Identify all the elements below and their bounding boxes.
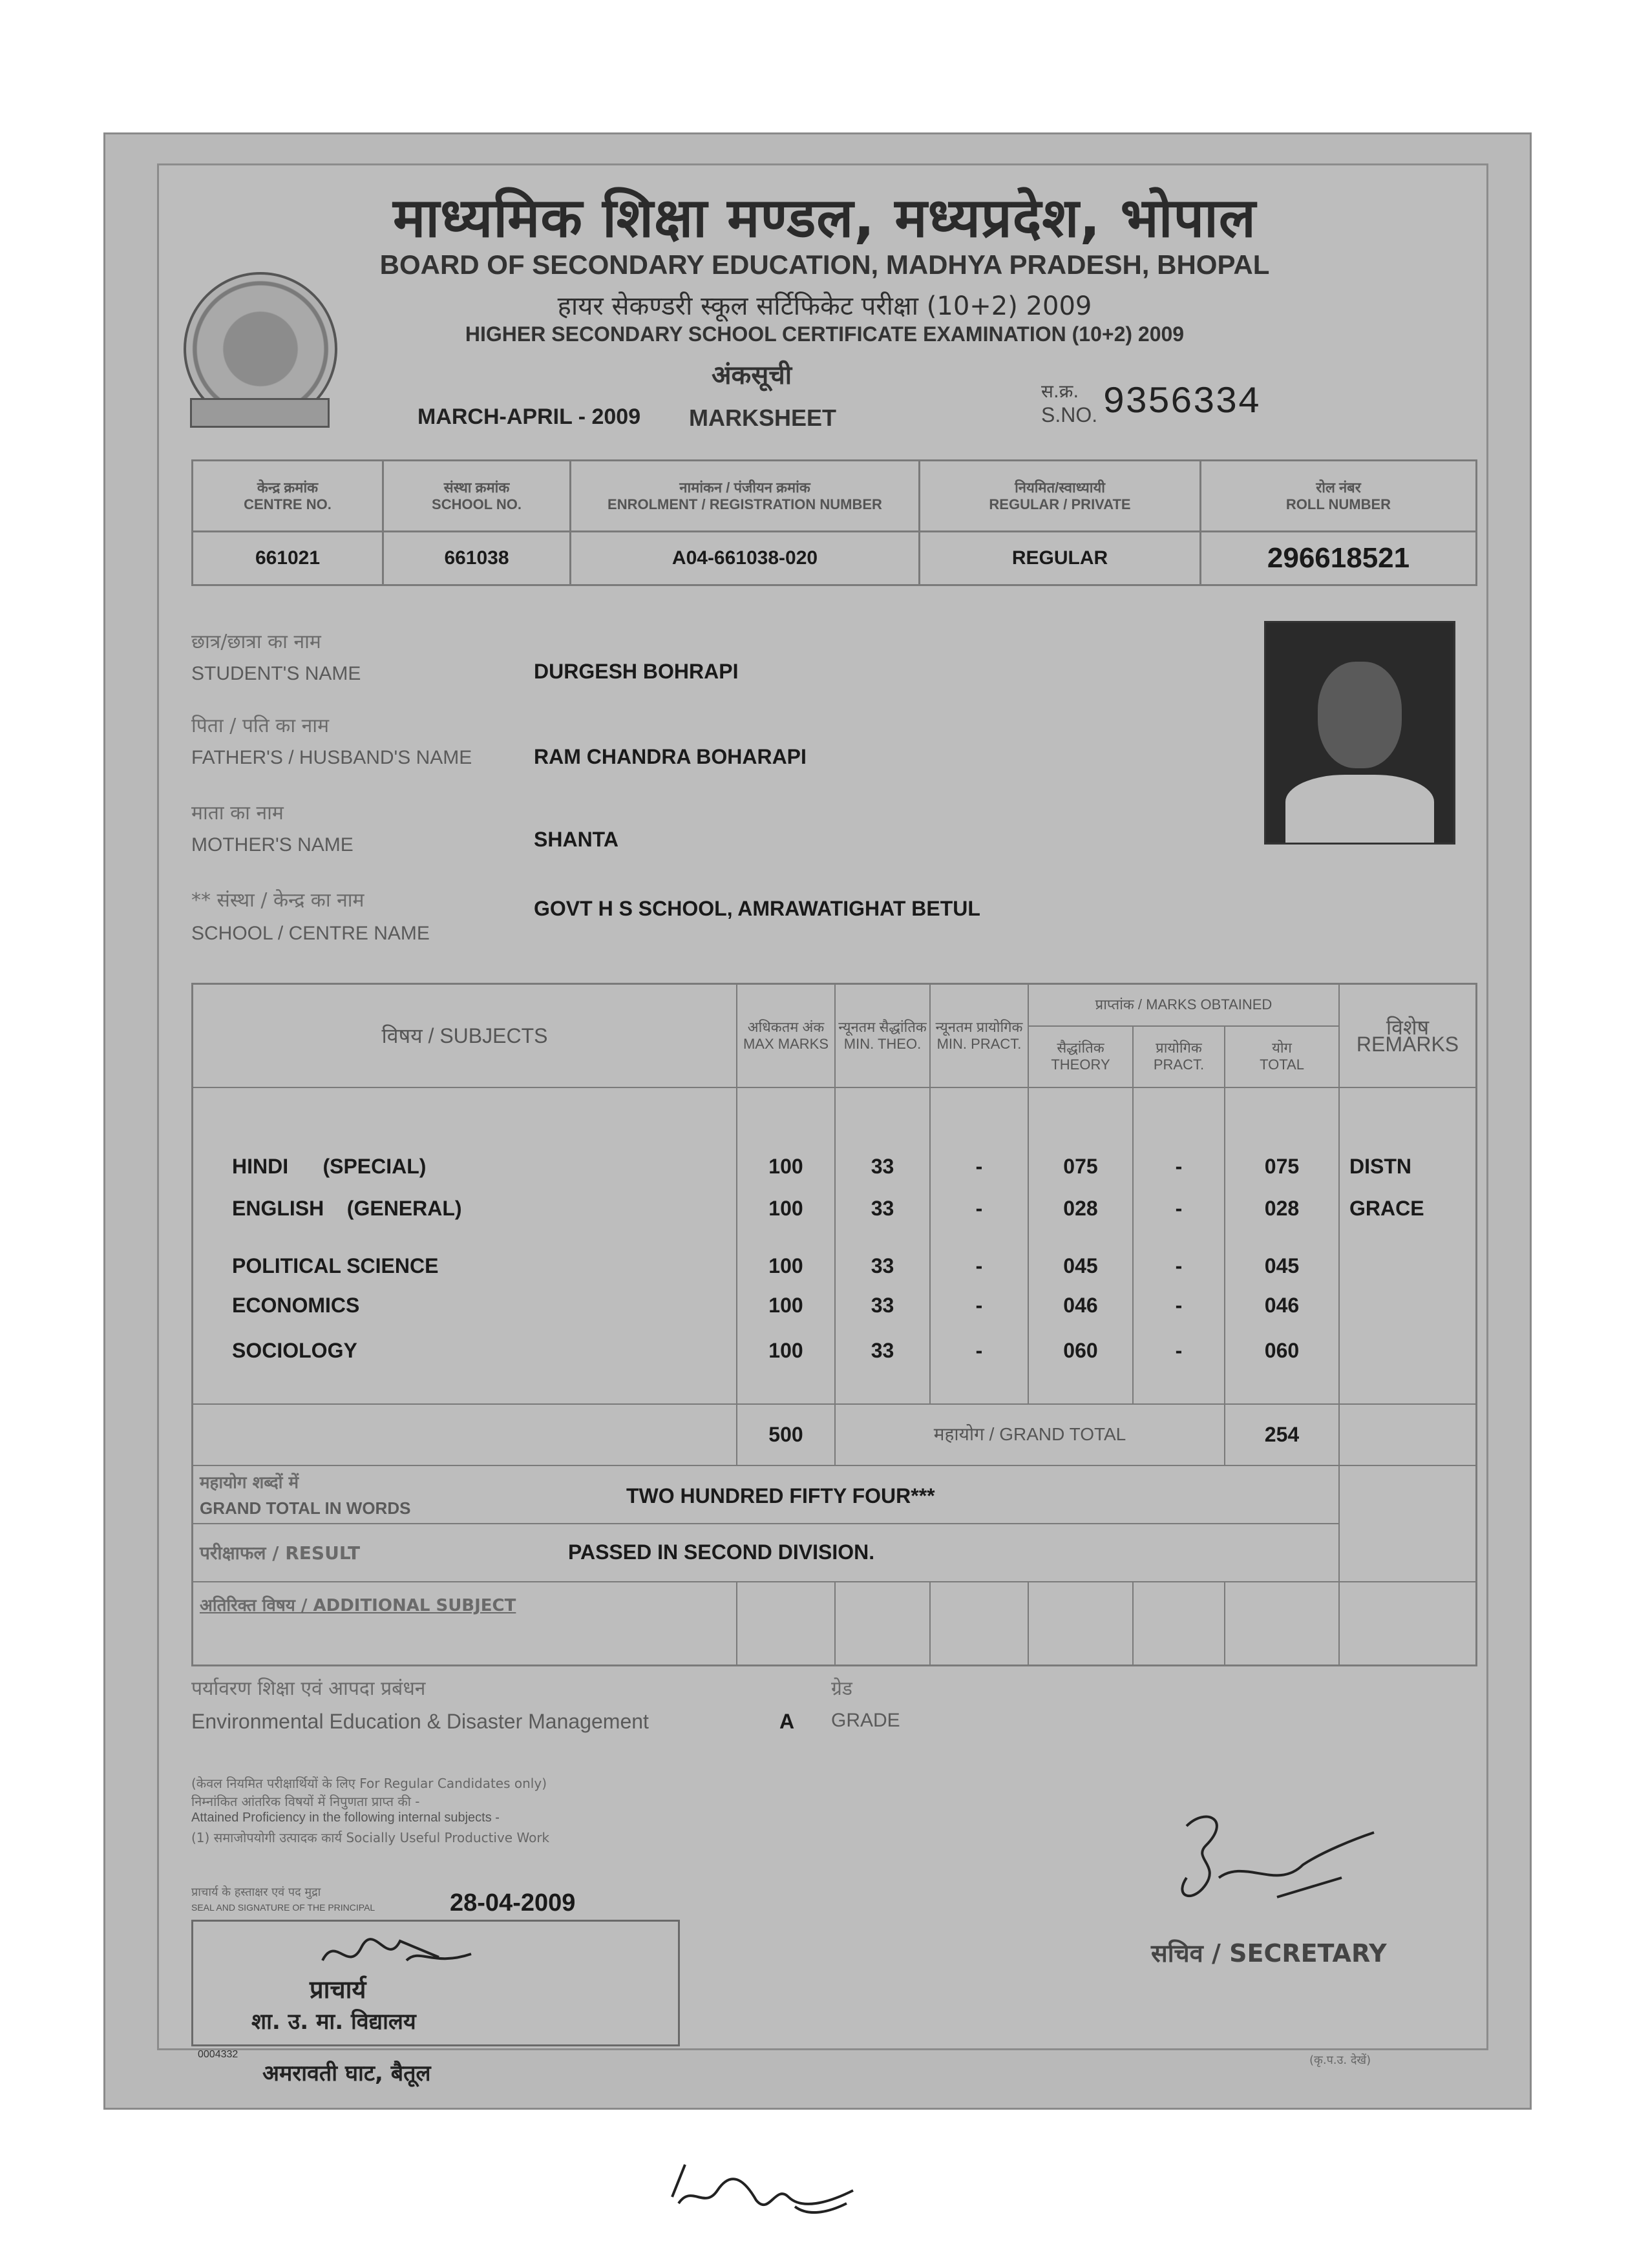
document-code: 0004332 (198, 2049, 238, 2060)
grand-max-marks: 500 (737, 1404, 835, 1465)
max-marks: 100 (737, 1146, 835, 1188)
centre-no-hindi: केन्द्र क्रमांक (257, 479, 319, 496)
grade-hindi: ग्रेड (831, 1677, 852, 1700)
board-title: BOARD OF SECONDARY EDUCATION, MADHYA PRADESH, BHOPAL (379, 249, 1270, 280)
subject-name: SOCIOLOGY (193, 1327, 737, 1375)
grand-total-value: 254 (1225, 1404, 1339, 1465)
practical-marks: - (1133, 1327, 1225, 1375)
min-practical: - (930, 1146, 1028, 1188)
mother-name-label: MOTHER'S NAME (191, 834, 354, 856)
table-row (193, 1230, 1477, 1285)
practical-header: PRACT. (1153, 1056, 1205, 1073)
min-theory: 33 (835, 1230, 930, 1285)
min-practical-hindi: न्यूनतम प्रायोगिक (935, 1018, 1023, 1035)
result-label: परीक्षाफल / RESULT (200, 1542, 361, 1564)
student-name-label: STUDENT'S NAME (191, 663, 361, 684)
additional-subject-label: अतिरिक्त विषय / ADDITIONAL SUBJECT (200, 1595, 516, 1615)
table-row (193, 1327, 1477, 1375)
school-no-label: SCHOOL NO. (432, 496, 522, 512)
table-row (193, 1285, 1477, 1327)
max-marks: 100 (737, 1188, 835, 1230)
regular-hindi: नियमित/स्वाध्यायी (1015, 479, 1105, 496)
note-supw: (1) समाजोपयोगी उत्पादक कार्य Socially Useful Productive Work (191, 1830, 550, 1845)
min-theory: 33 (835, 1146, 930, 1188)
secretary-label: सचिव / SECRETARY (1151, 1939, 1387, 1968)
note-proficiency: Attained Proficiency in the following internal subjects - (191, 1811, 500, 1825)
board-seal-band (190, 398, 330, 428)
principal-seal-hindi: प्राचार्य के हस्ताक्षर एवं पद मुद्रा (191, 1885, 321, 1899)
enrolment-hindi: नामांकन / पंजीयन क्रमांक (679, 479, 810, 496)
total-marks: 028 (1225, 1188, 1339, 1230)
school-name: GOVT H S SCHOOL, AMRAWATIGHAT BETUL (534, 897, 980, 920)
min-theory: 33 (835, 1285, 930, 1327)
remarks-header: REMARKS (1356, 1032, 1459, 1056)
theory-marks: 028 (1028, 1188, 1133, 1230)
principal-stamp-title: प्राचार्य (310, 1975, 366, 2004)
theory-header: THEORY (1051, 1056, 1110, 1073)
board-title-hindi: माध्यमिक शिक्षा मण्डल, मध्यप्रदेश, भोपाल (393, 186, 1256, 249)
theory-marks: 046 (1028, 1285, 1133, 1327)
enrolment-value: A04-661038-020 (571, 532, 920, 585)
total-header: TOTAL (1260, 1056, 1304, 1073)
roll-hindi: रोल नंबर (1316, 479, 1361, 496)
words-label: GRAND TOTAL IN WORDS (200, 1498, 411, 1518)
max-marks: 100 (737, 1285, 835, 1327)
result-value: PASSED IN SECOND DIVISION. (568, 1540, 875, 1564)
words-label-hindi: महायोग शब्दों में (200, 1473, 299, 1493)
registration-table (191, 459, 1477, 586)
min-theory: 33 (835, 1188, 930, 1230)
min-practical: - (930, 1285, 1028, 1327)
serial-number: 9356334 (1103, 382, 1260, 424)
issue-date: 28-04-2009 (450, 1889, 576, 1916)
env-education-hindi: पर्यावरण शिक्षा एवं आपदा प्रबंधन (191, 1677, 426, 1700)
remarks (1339, 1285, 1477, 1327)
principal-seal-box (191, 1920, 680, 2046)
principal-stamp-place: अमरावती घाट, बैतूल (262, 2061, 431, 2086)
practical-marks: - (1133, 1285, 1225, 1327)
sno-label: S.NO. (1041, 403, 1098, 426)
note-proficiency-hindi: निम्नांकित आंतरिक विषयों में निपुणता प्राप्त की - (191, 1794, 420, 1809)
subject-name: ENGLISH (GENERAL) (193, 1188, 737, 1230)
father-name: RAM CHANDRA BOHARAPI (534, 745, 807, 768)
total-marks: 046 (1225, 1285, 1339, 1327)
school-name-hindi: ** संस्था / केन्द्र का नाम (191, 889, 364, 912)
principal-stamp-school: शा. उ. मा. विद्यालय (251, 2009, 416, 2035)
principal-seal-label: SEAL AND SIGNATURE OF THE PRINCIPAL (191, 1902, 375, 1913)
marksheet-scan (103, 132, 1532, 2110)
total-marks: 060 (1225, 1327, 1339, 1375)
max-marks-header: MAX MARKS (743, 1035, 829, 1052)
table-row (193, 1188, 1477, 1230)
theory-marks: 075 (1028, 1146, 1133, 1188)
subjects-header: विषय / SUBJECTS (193, 984, 737, 1087)
regular-label: REGULAR / PRIVATE (989, 496, 1131, 512)
min-practical: - (930, 1327, 1028, 1375)
max-marks-hindi: अधिकतम अंक (747, 1018, 825, 1035)
practical-marks: - (1133, 1230, 1225, 1285)
father-name-label: FATHER'S / HUSBAND'S NAME (191, 747, 472, 768)
note-regular: (केवल नियमित परीक्षार्थियों के लिए For Regular Candidates only) (191, 1776, 547, 1791)
theory-marks: 060 (1028, 1327, 1133, 1375)
sno-hindi: स.क्र. (1041, 381, 1079, 402)
remarks-hindi: विशेष (1386, 1015, 1430, 1039)
marks-obtained-header: प्राप्तांक / MARKS OBTAINED (1028, 984, 1339, 1026)
photo-face (1318, 662, 1402, 768)
practical-marks: - (1133, 1188, 1225, 1230)
grade-label: GRADE (831, 1710, 900, 1731)
max-marks: 100 (737, 1230, 835, 1285)
roll-label: ROLL NUMBER (1285, 496, 1391, 512)
student-name: DURGESH BOHRAPI (534, 660, 739, 683)
candidate-signature-icon (659, 2152, 918, 2223)
secretary-signature-icon (1148, 1800, 1380, 1923)
exam-title-hindi: हायर सेकण्डरी स्कूल सर्टिफिकेट परीक्षा (10+2) 2009 (557, 291, 1092, 321)
min-practical-header: MIN. PRACT. (936, 1035, 1022, 1052)
marksheet-frame (157, 163, 1488, 2086)
exam-title: HIGHER SECONDARY SCHOOL CERTIFICATE EXAMINATION (10+2) 2009 (465, 322, 1185, 346)
school-no-hindi: संस्था क्रमांक (443, 479, 510, 496)
school-name-label: SCHOOL / CENTRE NAME (191, 923, 430, 944)
student-name-hindi: छात्र/छात्रा का नाम (191, 631, 321, 653)
min-theory-header: MIN. THEO. (843, 1035, 922, 1052)
photo-shoulders (1285, 775, 1434, 843)
min-practical: - (930, 1188, 1028, 1230)
centre-no-value: 661021 (193, 532, 383, 585)
grand-total-label: महायोग / GRAND TOTAL (835, 1404, 1225, 1465)
min-practical: - (930, 1230, 1028, 1285)
centre-no-label: CENTRE NO. (244, 496, 332, 512)
min-theory: 33 (835, 1327, 930, 1375)
roll-number-value: 296618521 (1201, 532, 1477, 585)
total-hindi: योग (1272, 1040, 1292, 1056)
total-marks: 045 (1225, 1230, 1339, 1285)
marksheet-label: MARKSHEET (689, 404, 837, 431)
enrolment-label: ENROLMENT / REGISTRATION NUMBER (607, 496, 882, 512)
exam-session: MARCH-APRIL - 2009 (417, 404, 641, 429)
student-photo (1264, 621, 1455, 845)
min-theory-hindi: न्यूनतम सैद्धांतिक (838, 1018, 927, 1035)
remarks (1339, 1327, 1477, 1375)
grand-total-words: TWO HUNDRED FIFTY FOUR*** (626, 1484, 935, 1507)
marksheet-hindi: अंकसूची (712, 361, 792, 390)
theory-hindi: सैद्धांतिक (1057, 1040, 1104, 1056)
school-no-value: 661038 (383, 532, 571, 585)
practical-marks: - (1133, 1146, 1225, 1188)
mother-name-hindi: माता का नाम (191, 802, 284, 824)
max-marks: 100 (737, 1327, 835, 1375)
subject-name: POLITICAL SCIENCE (193, 1230, 737, 1285)
env-education-label: Environmental Education & Disaster Management (191, 1710, 649, 1733)
father-name-hindi: पिता / पति का नाम (191, 715, 330, 737)
remarks (1339, 1230, 1477, 1285)
subject-name: ECONOMICS (193, 1285, 737, 1327)
total-marks: 075 (1225, 1146, 1339, 1188)
remarks: GRACE (1339, 1188, 1477, 1230)
please-turn-over: (कृ.प.उ. देखें) (1309, 2053, 1371, 2067)
subject-name: HINDI (SPECIAL) (193, 1146, 737, 1188)
env-education-grade: A (779, 1710, 795, 1733)
remarks: DISTN (1339, 1146, 1477, 1188)
practical-hindi: प्रायोगिक (1156, 1040, 1202, 1056)
mother-name: SHANTA (534, 828, 618, 851)
theory-marks: 045 (1028, 1230, 1133, 1285)
table-row (193, 1146, 1477, 1188)
regular-value: REGULAR (920, 532, 1201, 585)
marks-table (191, 983, 1477, 1666)
